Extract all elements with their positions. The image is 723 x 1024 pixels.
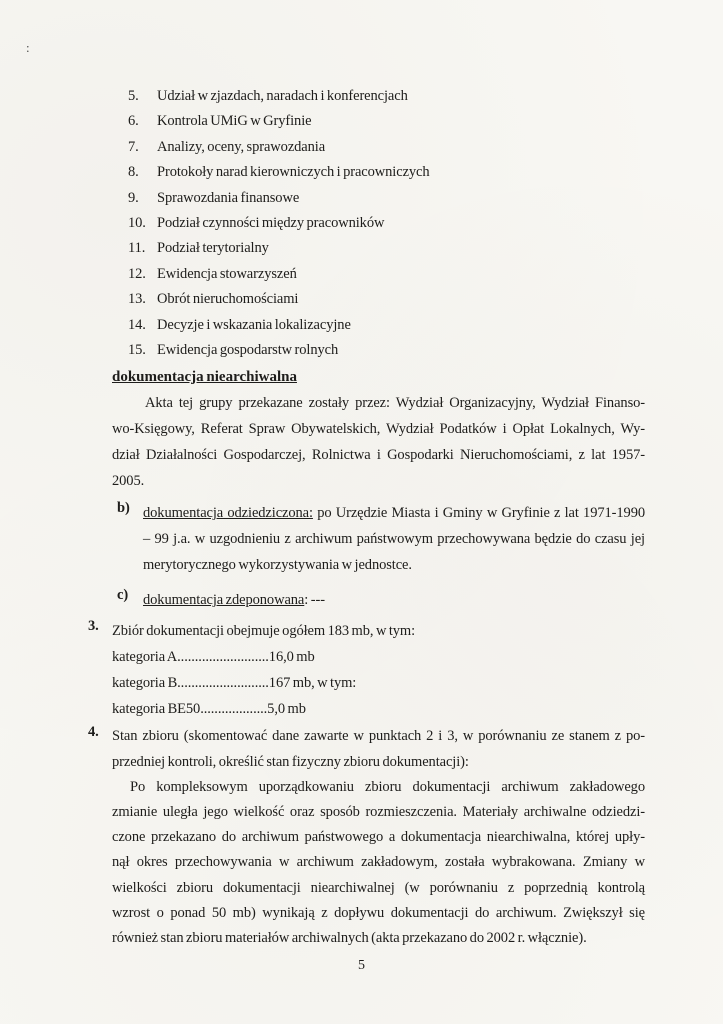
scan-artifact-mark: : (26, 40, 30, 55)
text-line: przedniej kontroli, określić stan fizyczny zbioru dokumentacji): (112, 753, 469, 770)
text-segment: : --- (304, 592, 325, 609)
text-line (143, 587, 645, 613)
text-line: również stan zbioru materiałów archiwalnych (akta przekazano do 2002 r. włącznie). (112, 930, 587, 947)
text-line: Zbiór dokumentacji obejmuje ogółem 183 mb, w tym: (112, 623, 416, 640)
list-item (128, 84, 645, 109)
list-item-text: Sprawozdania finansowe (157, 189, 300, 206)
list-item-number: 15. (128, 342, 146, 359)
section-heading: dokumentacja niearchiwalna (112, 369, 297, 386)
list-item-number: 13. (128, 291, 146, 308)
category-a-line: kategoria A..........................16,0 mb (112, 649, 315, 666)
item-marker: 4. (88, 724, 99, 741)
list-item-text: Podział terytorialny (157, 240, 269, 257)
list-item (128, 262, 645, 287)
list-item-text: Decyzje i wskazania lokalizacyjne (157, 316, 351, 333)
item-4 (88, 724, 645, 951)
list-item-text: Obrót nieruchomościami (157, 291, 299, 308)
list-item-text: Kontrola UMiG w Gryfinie (157, 113, 312, 130)
text-line: wzrost o ponad 50 mb) wynikają z dopływu dokumentacji do archiwum. Zwiększył się (112, 904, 645, 921)
item-3 (88, 618, 645, 722)
text-line: Stan zbioru (skomentować dane zawarte w punktach 2 i 3, w porównaniu ze stanem z po- (112, 728, 645, 745)
text-line: wo-Księgowy, Referat Spraw Obywatelskich, Wydział Podatków i Opłat Lokalnych, Wy- (112, 421, 645, 438)
text-segment: po Urzędzie Miasta i Gminy w Gryfinie z lat 1971-1990 (312, 505, 645, 522)
list-item-number: 7. (128, 138, 139, 155)
list-item-number: 8. (128, 164, 139, 181)
text-line: zmianie uległa jego wielkość oraz sposób rozmieszczenia. Materiały archiwalne odziedzi- (112, 804, 645, 821)
text-line (143, 500, 645, 526)
item-marker: c) (117, 587, 129, 604)
list-item (128, 313, 645, 338)
item-marker: b) (117, 500, 130, 517)
list-item-text: Analizy, oceny, sprawozdania (157, 138, 326, 155)
list-item-number: 6. (128, 113, 139, 130)
category-be50-line: kategoria BE50...................5,0 mb (112, 701, 306, 718)
list-item (128, 186, 645, 211)
text-line: 2005. (112, 473, 145, 490)
underlined-label: dokumentacja odziedziczona: (143, 505, 313, 522)
text-line: merytorycznego wykorzystywania w jednostce. (143, 557, 412, 574)
text-line: Akta tej grupy przekazane zostały przez: Wydział Organizacyjny, Wydział Finanso- (145, 395, 645, 412)
list-item (128, 135, 645, 160)
text-line: dział Działalności Gospodarczej, Rolnictwa i Gospodarki Nieruchomościami, z lat 1957- (112, 447, 645, 464)
item-c (117, 587, 645, 613)
list-item-text: Ewidencja gospodarstw rolnych (157, 342, 339, 359)
list-item-number: 5. (128, 88, 139, 104)
text-line: czone przekazano do archiwum państwowego a dokumentacja niearchiwalna, której upły- (112, 829, 645, 846)
list-item (128, 160, 645, 185)
text-line: nął okres przechowywania w archiwum zakładowym, została wybrakowana. Zmiany w (112, 854, 645, 871)
list-item-text: Podział czynności między pracowników (157, 215, 385, 232)
text-line: wielkości zbioru dokumentacji niearchiwalnej (w porównaniu z poprzednią kontrolą (112, 879, 645, 896)
list-item-text: Protokoły narad kierowniczych i pracowniczych (157, 164, 430, 181)
list-item-text: Udział w zjazdach, naradach i konferencjach (157, 88, 408, 104)
item-b (117, 500, 645, 578)
list-item-number: 10. (128, 215, 146, 232)
page-number: 5 (358, 958, 365, 973)
list-item (128, 211, 645, 236)
list-item-text: Ewidencja stowarzyszeń (157, 265, 297, 282)
list-item (128, 236, 645, 261)
category-b-line: kategoria B..........................167 mb, w tym: (112, 675, 357, 692)
list-item (128, 338, 645, 363)
text-line: Po kompleksowym uporządkowaniu zbioru dokumentacji archiwum zakładowego (130, 778, 645, 795)
paragraph-akta (112, 390, 645, 494)
underlined-label: dokumentacja zdeponowana (143, 592, 305, 609)
item-marker: 3. (88, 618, 99, 635)
list-item-number: 14. (128, 316, 146, 333)
list-item-number: 11. (128, 240, 146, 257)
list-item-number: 12. (128, 265, 146, 282)
list-item (128, 109, 645, 134)
list-item-number: 9. (128, 189, 139, 206)
list-item (128, 287, 645, 312)
text-line: – 99 j.a. w uzgodnieniu z archiwum państwowym przechowywana będzie do czasu jej (143, 531, 645, 548)
